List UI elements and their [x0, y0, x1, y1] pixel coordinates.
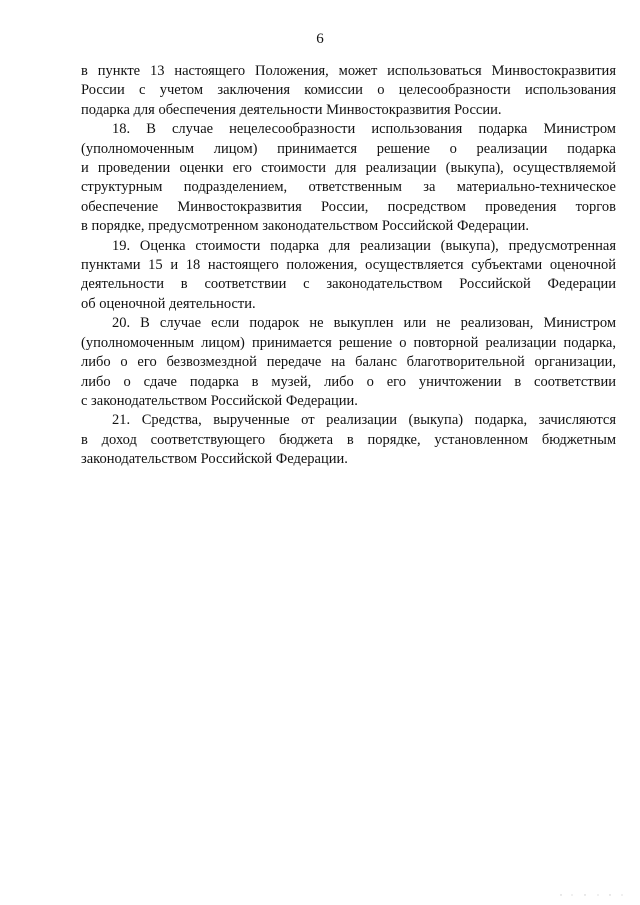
text-line: (уполномоченным лицом) принимается решение о реализации подарка: [81, 140, 616, 157]
text-line: в доход соответствующего бюджета в порядке, установленном бюджетным: [81, 431, 616, 448]
page-number: 6: [316, 31, 324, 47]
text-line: в порядке, предусмотренном законодательством Российской Федерации.: [81, 218, 530, 235]
text-line: обеспечение Минвостокразвития России, посредством проведения торгов: [81, 198, 616, 215]
text-line: деятельности в соответствии с законодательством Российской Федерации: [81, 276, 616, 293]
paragraph-20: [81, 314, 616, 411]
text-line: и проведении оценки его стоимости для реализации (выкупа), осуществляемой: [81, 160, 616, 177]
scan-noise-decoration: [558, 893, 628, 897]
text-line: (уполномоченным лицом) принимается решение о повторной реализации подарка,: [81, 334, 616, 351]
text-line: 18. В случае нецелесообразности использования подарка Министром: [112, 121, 616, 138]
text-line: законодательством Российской Федерации.: [81, 451, 348, 468]
paragraph-19: [81, 237, 616, 315]
paragraph-18: [81, 120, 616, 236]
text-line: либо о его безвозмездной передаче на баланс благотворительной организации,: [81, 354, 616, 371]
paragraph-continuation: [81, 62, 616, 120]
text-line: 20. В случае если подарок не выкуплен или не реализован, Министром: [112, 315, 616, 332]
text-line: структурным подразделением, ответственным за материально-техническое: [81, 179, 616, 196]
text-line: с законодательством Российской Федерации.: [81, 392, 358, 409]
text-line: либо о сдаче подарка в музей, либо о его уничтожении в соответствии: [81, 373, 616, 390]
text-line: об оценочной деятельности.: [81, 295, 256, 312]
text-line: России с учетом заключения комиссии о целесообразности использования: [81, 82, 616, 99]
text-line: подарка для обеспечения деятельности Минвостокразвития России.: [81, 101, 502, 118]
paragraph-21: [81, 411, 616, 469]
text-line: 19. Оценка стоимости подарка для реализации (выкупа), предусмотренная: [112, 237, 616, 254]
text-line: в пункте 13 настоящего Положения, может использоваться Минвостокразвития: [81, 63, 616, 79]
text-line: пунктами 15 и 18 настоящего положения, осуществляется субъектами оценочной: [81, 257, 616, 274]
document-body: [81, 62, 616, 470]
text-line: 21. Средства, вырученные от реализации (выкупа) подарка, зачисляются: [112, 412, 616, 429]
